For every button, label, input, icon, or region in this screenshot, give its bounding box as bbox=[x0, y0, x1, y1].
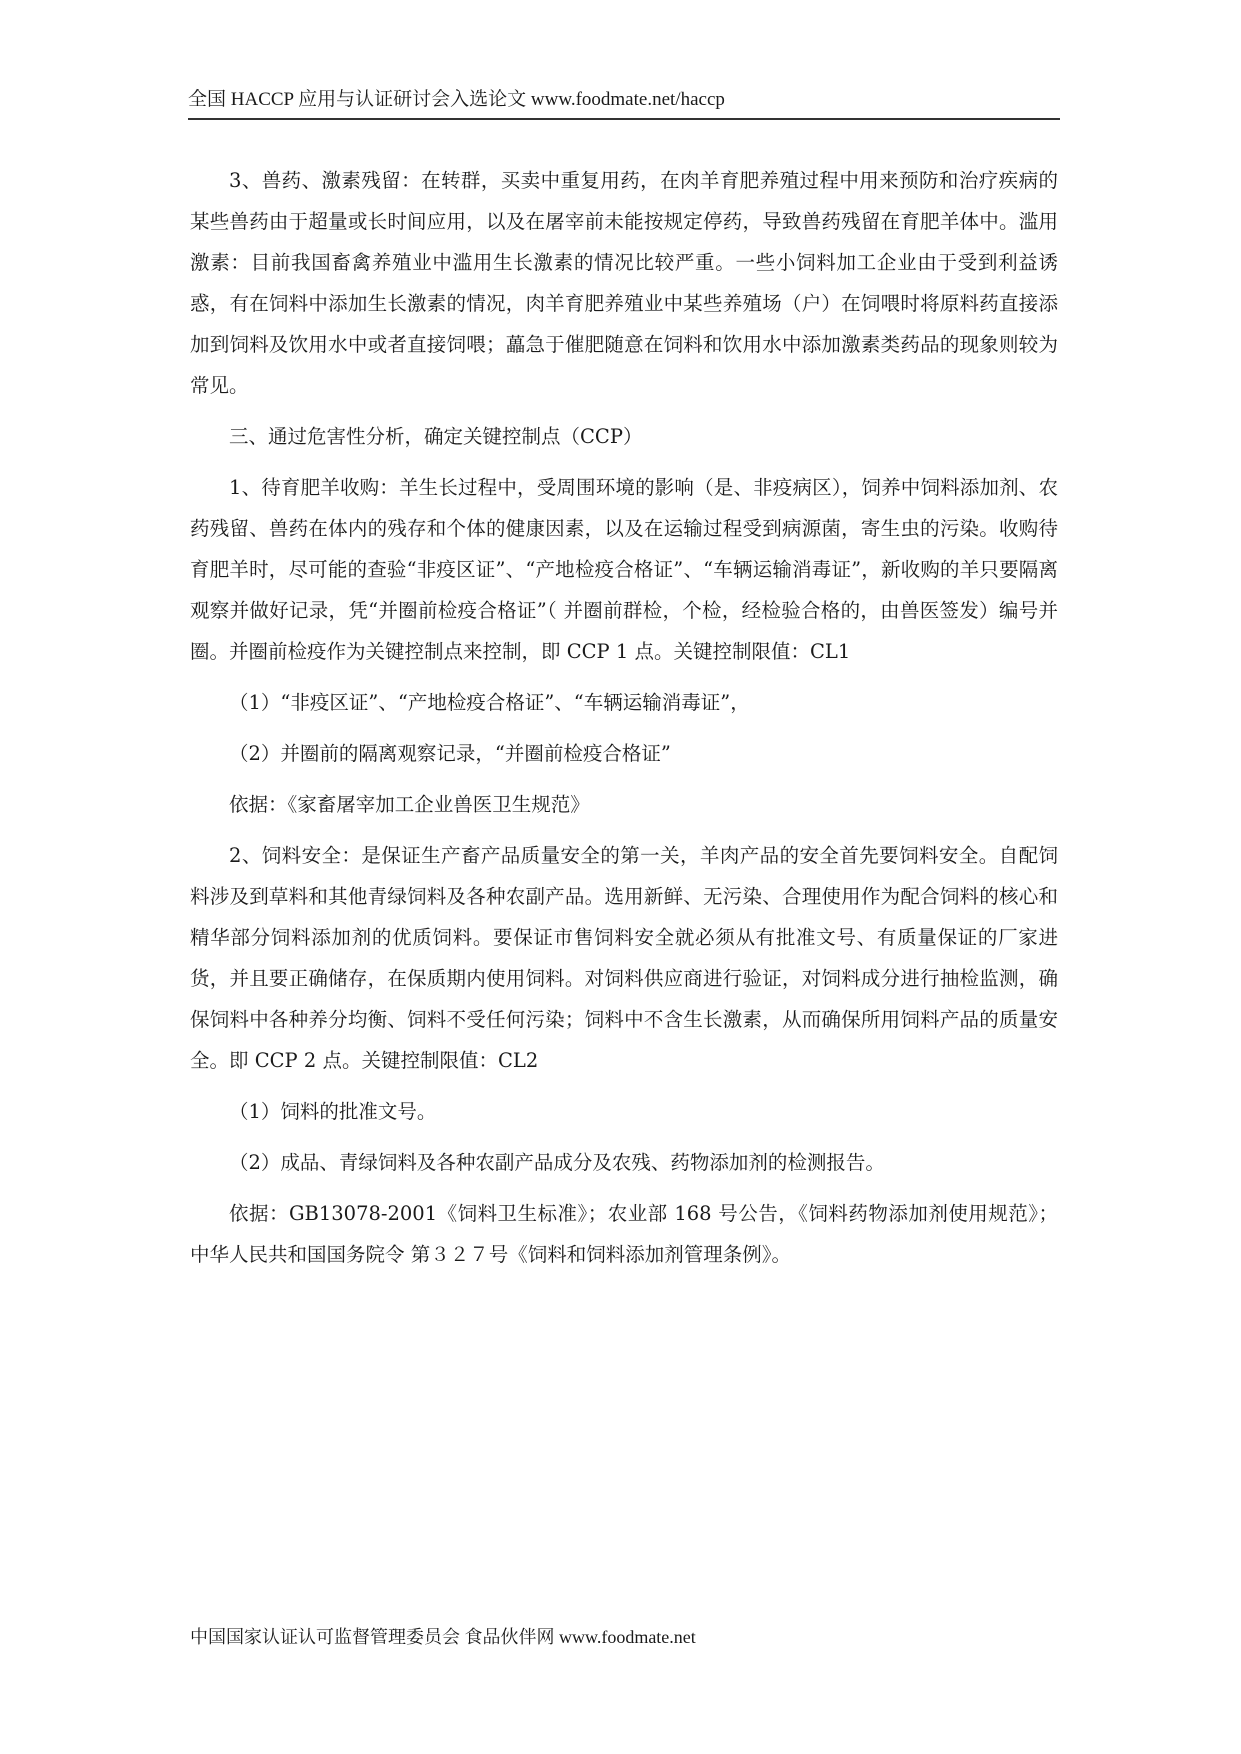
paragraph-veterinary-residue: 3、兽药、激素残留：在转群，买卖中重复用药，在肉羊育肥养殖过程中用来预防和治疗疾病的某些兽药由于超量或长时间应用，以及在屠宰前未能按规定停药，导致兽药残留在育肥羊体中。滥用激素：目前我国畜禽养殖业中滥用生长激素的情况比较严重。一些小饲料加工企业由于受到利益诱惑，有在饲料中添加生长激素的情况，肉羊育肥养殖业中某些养殖场（户）在饲喂时将原料药直接添加到饲料及饮用水中或者直接饲喂；藟急于催肥随意在饲料和饮用水中添加激素类药品的现象则较为常见。 bbox=[190, 169, 1058, 397]
document-body bbox=[190, 160, 1058, 1285]
page-header: 全国 HACCP 应用与认证研讨会入选论文 www.foodmate.net/haccp bbox=[188, 89, 725, 110]
list-item-cl1-2: （2）并圈前的隔离观察记录，“并圈前检疫合格证” bbox=[229, 742, 671, 765]
list-item-cl1-1: （1）“非疫区证”、“产地检疫合格证”、“车辆运输消毒证”， bbox=[229, 691, 750, 714]
paragraph-ccp2-feed: 2、饲料安全：是保证生产畜产品质量安全的第一关，羊肉产品的安全首先要饲料安全。自配饲料涉及到草料和其他青绿饲料及各种农副产品。选用新鲜、无污染、合理使用作为配合饲料的核心和精华部分饲料添加剂的优质饲料。要保证市售饲料安全就必须从有批准文号、有质量保证的厂家进货，并且要正确储存，在保质期内使用饲料。对饲料供应商进行验证，对饲料成分进行抽检监测，确保饲料中各种养分均衡、饲料不受任何污染；饲料中不含生长激素，从而确保所用饲料产品的质量安全。即 CCP 2 点。关键控制限值：CL2 bbox=[190, 844, 1058, 1072]
page-footer: 中国国家认证认可监督管理委员会 食品伙伴网 www.foodmate.net bbox=[190, 1627, 696, 1647]
basis-cl1: 依据：《家畜屠宰加工企业兽医卫生规范》 bbox=[229, 793, 590, 816]
list-item-cl2-1: （1）饲料的批准文号。 bbox=[229, 1100, 437, 1123]
basis-cl2: 依据：GB13078-2001《饲料卫生标准》；农业部 168 号公告，《饲料药物添加剂使用规范》；中华人民共和国国务院令 第３２７号《饲料和饲料添加剂管理条例》。 bbox=[190, 1202, 1058, 1266]
header-divider bbox=[188, 118, 1060, 120]
list-item-cl2-2: （2）成品、青绿饲料及各种农副产品成分及农残、药物添加剂的检测报告。 bbox=[229, 1151, 885, 1174]
paragraph-ccp1-purchase: 1、待育肥羊收购：羊生长过程中，受周围环境的影响（是、非疫病区），饲养中饲料添加剂、农药残留、兽药在体内的残存和个体的健康因素，以及在运输过程受到病源菌，寄生虫的污染。收购待育肥羊时，尽可能的查验“非疫区证”、“产地检疫合格证”、“车辆运输消毒证”，新收购的羊只要隔离观察并做好记录，凭“并圈前检疫合格证”（ 并圈前群检，个检，经检验合格的，由兽医签发）编号并圈。并圈前检疫作为关键控制点来控制，即 CCP 1 点。关键控制限值：CL1 bbox=[190, 476, 1058, 663]
section-heading-ccp: 三、通过危害性分析，确定关键控制点（CCP） bbox=[229, 425, 643, 448]
